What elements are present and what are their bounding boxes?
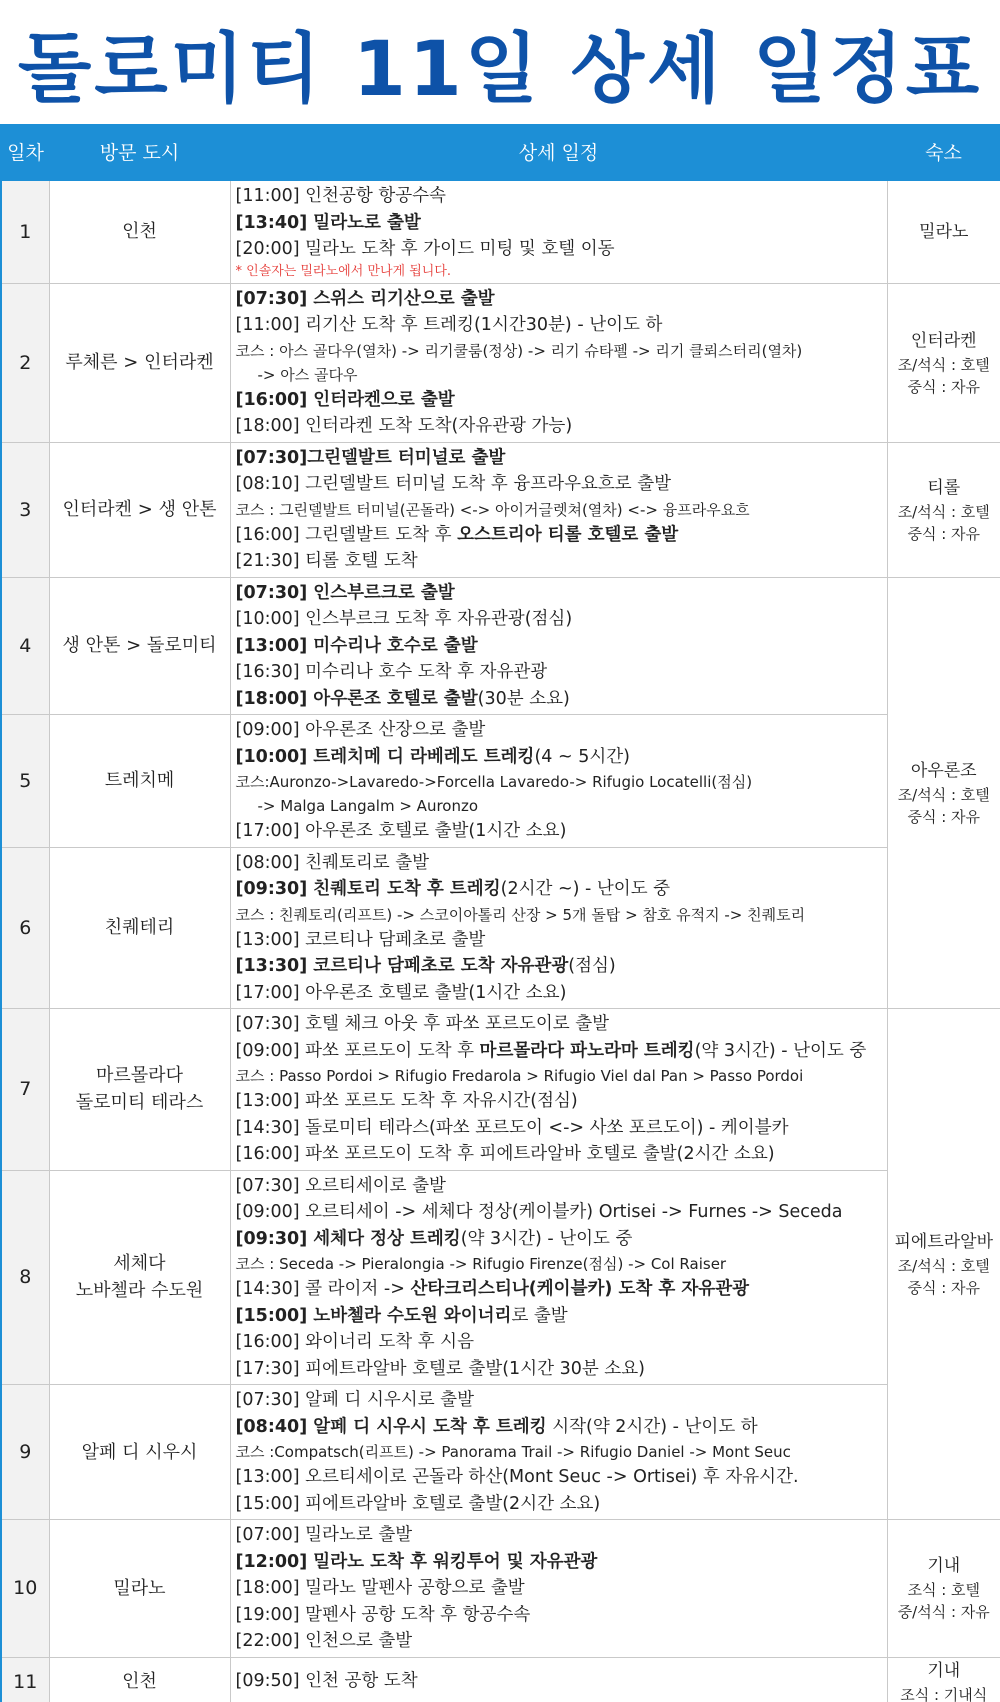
city-name: 인천 xyxy=(122,1671,157,1692)
table-row xyxy=(1,180,1000,283)
schedule-line xyxy=(236,1199,881,1226)
schedule-text: [13:00] 코르티나 담페초로 출발 xyxy=(235,929,486,950)
schedule-line xyxy=(236,818,881,845)
header-detail: 상세 일정 xyxy=(230,124,887,180)
schedule-line xyxy=(236,1303,881,1330)
accommodation-name: 인터라켄 xyxy=(910,330,977,351)
accommodation-name: 티롤 xyxy=(927,477,961,498)
table-header xyxy=(1,124,1000,180)
schedule-detail xyxy=(230,1657,887,1702)
schedule-text-bold: [10:00] 트레치메 디 라베레도 트레킹 xyxy=(235,746,535,767)
meal-info: 조식 : 호텔 xyxy=(907,1581,981,1600)
schedule-line xyxy=(236,1276,881,1303)
accommodation-name: 기내 xyxy=(927,1660,961,1681)
schedule-text-bold: [16:00] 인터라켄으로 출발 xyxy=(235,389,455,410)
schedule-text: [09:00] 아우론조 산장으로 출발 xyxy=(235,720,486,740)
city-name: 인터라켄 > 생 안톤 xyxy=(62,499,217,520)
schedule-text: [14:30] 돌로미티 테라스(파쏘 포르도이 <-> 사쏘 포르도이) - 케이블카 xyxy=(235,1117,789,1138)
day-number: 1 xyxy=(1,180,49,283)
table-row xyxy=(1,1520,1000,1658)
visit-city xyxy=(49,847,230,1009)
schedule-line xyxy=(236,580,881,607)
meal-info: 중식 : 자유 xyxy=(907,1279,981,1297)
schedule-line xyxy=(236,183,881,210)
day-number: 2 xyxy=(1,283,49,442)
schedule-line xyxy=(236,522,881,549)
schedule-line xyxy=(236,1115,881,1142)
schedule-text: [08:10] 그린델발트 터미널 도착 후 융프라우요흐로 출발 xyxy=(235,474,672,494)
visit-city xyxy=(49,1385,230,1520)
schedule-detail xyxy=(230,577,887,715)
page-title: 돌로미티 11일 상세 일정표 xyxy=(17,23,983,113)
schedule-line xyxy=(236,1038,881,1065)
schedule-text: [08:00] 친퀘토리로 출발 xyxy=(235,852,430,873)
visit-city xyxy=(49,1657,230,1702)
schedule-text-bold: [13:30] 코르티나 담페초로 도착 자유관광 xyxy=(235,956,569,976)
accommodation-name: 기내 xyxy=(927,1556,961,1577)
schedule-line xyxy=(236,1668,881,1695)
header-city: 방문 도시 xyxy=(49,124,230,180)
schedule-line xyxy=(236,1356,881,1383)
accommodation xyxy=(887,1657,1000,1702)
schedule-text-bold: [13:40] 밀라노로 출발 xyxy=(235,212,421,233)
table-row xyxy=(1,1657,1000,1702)
visit-city xyxy=(49,283,230,442)
meal-info: 조/석식 : 호텔 xyxy=(897,355,990,374)
schedule-line xyxy=(236,1141,881,1168)
schedule-text-bold: [18:00] 아우론조 호텔로 출발 xyxy=(235,688,478,709)
schedule-text: [16:00] 그린델발트 도착 후 xyxy=(235,524,458,545)
schedule-line xyxy=(236,1575,881,1602)
table-row xyxy=(1,1170,1000,1385)
schedule-detail xyxy=(230,1520,887,1658)
schedule-text-bold: [07:30] 스위스 리기산으로 출발 xyxy=(235,288,495,309)
course-route: 코스 : Passo Pordoi > Rifugio Fredarola > Rifugio Viel dal Pan > Passo Pordoi xyxy=(235,1067,804,1085)
schedule-text: [14:30] 콜 라이저 -> xyxy=(235,1279,411,1299)
schedule-text-bold: 마르몰라다 파노라마 트레킹 xyxy=(479,1040,695,1061)
city-name: 생 안톤 > 돌로미티 xyxy=(62,635,217,657)
schedule-text: [17:00] 아우론조 호텔로 출발(1시간 소요) xyxy=(235,982,567,1003)
schedule-detail xyxy=(230,442,887,577)
schedule-text-bold: [09:30] 세체다 정상 트레킹 xyxy=(235,1228,461,1249)
schedule-text: [20:00] 밀라노 도착 후 가이드 미팅 및 호텔 이동 xyxy=(235,239,615,259)
schedule-text-bold: [07:30]그린델발트 터미널로 출발 xyxy=(235,447,506,468)
schedule-text: (2시간 ~) - 난이도 중 xyxy=(500,879,671,899)
schedule-text: [16:00] 와이너리 도착 후 시음 xyxy=(235,1332,474,1352)
visit-city xyxy=(49,715,230,848)
schedule-text: [16:30] 미수리나 호수 도착 후 자유관광 xyxy=(235,662,548,682)
header-stay: 숙소 xyxy=(887,124,1000,180)
table-row xyxy=(1,283,1000,442)
schedule-text-bold: [07:30] 인스부르크로 출발 xyxy=(235,582,455,603)
schedule-line xyxy=(236,210,881,237)
schedule-line xyxy=(236,980,881,1007)
schedule-line xyxy=(236,876,881,903)
header-day: 일차 xyxy=(1,124,49,180)
city-name: 친퀘테리 xyxy=(104,917,175,939)
schedule-text: [07:30] 오르티세이로 출발 xyxy=(235,1175,446,1196)
schedule-line xyxy=(236,312,881,339)
schedule-line xyxy=(236,1226,881,1253)
day-number: 10 xyxy=(1,1520,49,1658)
meal-info: 중/석식 : 자유 xyxy=(897,1603,990,1622)
visit-city xyxy=(49,180,230,283)
day-number: 11 xyxy=(1,1657,49,1702)
schedule-line xyxy=(236,744,881,771)
meal-info: 중식 : 자유 xyxy=(907,377,981,396)
schedule-text: [18:00] 인터라켄 도착 도착(자유관광 가능) xyxy=(235,416,573,436)
guide-note: * 인솔자는 밀라노에서 만나게 됩니다. xyxy=(235,263,452,279)
visit-city xyxy=(49,1170,230,1385)
day-number: 6 xyxy=(1,847,49,1009)
table-row xyxy=(1,1009,1000,1171)
schedule-line xyxy=(236,717,881,744)
schedule-text: [11:00] 인천공항 항공수속 xyxy=(235,186,446,206)
schedule-line xyxy=(236,387,881,414)
schedule-line xyxy=(236,1628,881,1655)
city-name: 루체른 > 인터라켄 xyxy=(65,352,214,373)
schedule-line xyxy=(236,1414,881,1441)
schedule-line xyxy=(236,1491,881,1518)
schedule-line xyxy=(236,686,881,713)
day-number: 8 xyxy=(1,1170,49,1385)
visit-city xyxy=(49,1520,230,1658)
schedule-line xyxy=(236,927,881,954)
day-number: 9 xyxy=(1,1385,49,1520)
visit-city xyxy=(49,577,230,715)
table-row xyxy=(1,715,1000,848)
schedule-detail xyxy=(230,1170,887,1385)
meal-info: 조/석식 : 호텔 xyxy=(897,1257,990,1275)
schedule-line xyxy=(236,633,881,660)
course-route: 코스 :Compatsch(리프트) -> Panorama Trail -> Rifugio Daniel -> Mont Seuc xyxy=(235,1443,791,1461)
city-name: 밀라노 xyxy=(113,1577,166,1599)
city-name: 세체다 xyxy=(113,1253,166,1275)
course-route: 코스 : 아스 골다우(열차) -> 리기쿨룸(정상) -> 리기 슈타펠 -> 리기 클뢰스터리(열차) xyxy=(235,341,803,360)
city-name: 트레치메 xyxy=(104,770,175,792)
city-name: 노바첼라 수도원 xyxy=(75,1280,204,1302)
schedule-line xyxy=(236,1329,881,1356)
schedule-line xyxy=(236,236,881,263)
schedule-text: [13:00] 오르티세이로 곤돌라 하산(Mont Seuc -> Ortisei) 후 자유시간. xyxy=(235,1467,799,1487)
schedule-text: [09:00] 오르티세이 -> 세체다 정상(케이블카) Ortisei -> Furnes -> Seceda xyxy=(235,1202,843,1222)
day-number: 4 xyxy=(1,577,49,715)
schedule-text: (30분 소요) xyxy=(477,688,570,709)
schedule-line xyxy=(236,413,881,440)
schedule-text-bold: [09:30] 친퀘토리 도착 후 트레킹 xyxy=(235,879,501,899)
course-route: 코스 : 그린델발트 터미널(곤돌라) <-> 아이거글렛쳐(열차) <-> 융프라우요흐 xyxy=(235,500,750,519)
accommodation xyxy=(887,1009,1000,1520)
schedule-line xyxy=(236,606,881,633)
schedule-text-bold: [08:40] 알페 디 시우시 도착 후 트레킹 xyxy=(235,1416,547,1437)
schedule-detail xyxy=(230,1009,887,1171)
schedule-table xyxy=(0,124,1000,1702)
schedule-text: [17:30] 피에트라알바 호텔로 출발(1시간 30분 소요) xyxy=(235,1358,645,1379)
schedule-line xyxy=(236,1522,881,1549)
schedule-text: 시작(약 2시간) - 난이도 하 xyxy=(546,1416,758,1437)
schedule-text: [10:00] 인스부르크 도착 후 자유관광(점심) xyxy=(235,609,573,629)
schedule-line xyxy=(236,659,881,686)
table-body xyxy=(1,180,1000,1702)
accommodation xyxy=(887,577,1000,1009)
day-number: 7 xyxy=(1,1009,49,1171)
city-name: 돌로미티 테라스 xyxy=(75,1092,204,1114)
schedule-text-bold: [15:00] 노바첼라 수도원 와이너리 xyxy=(235,1305,512,1326)
schedule-text: [15:00] 피에트라알바 호텔로 출발(2시간 소요) xyxy=(235,1493,601,1514)
schedule-line xyxy=(236,850,881,877)
schedule-line xyxy=(236,1173,881,1200)
schedule-text: [13:00] 파쏘 포르도 도착 후 자유시간(점심) xyxy=(235,1091,578,1111)
schedule-line xyxy=(236,953,881,980)
schedule-line xyxy=(236,286,881,313)
city-name: 마르몰라다 xyxy=(96,1065,183,1087)
schedule-text: [18:00] 밀라노 말펜사 공항으로 출발 xyxy=(235,1578,525,1598)
schedule-text: [07:30] 호텔 체크 아웃 후 파쏘 포르도이로 출발 xyxy=(235,1014,610,1034)
schedule-line xyxy=(236,1387,881,1414)
schedule-text-bold: [13:00] 미수리나 호수로 출발 xyxy=(235,635,478,656)
schedule-text: (약 3시간) - 난이도 중 xyxy=(460,1228,633,1249)
schedule-line xyxy=(236,1464,881,1491)
schedule-text: [22:00] 인천으로 출발 xyxy=(235,1631,413,1651)
meal-info: 조/석식 : 호텔 xyxy=(897,502,990,521)
course-route-continued: -> Malga Langalm > Auronzo xyxy=(257,797,479,815)
accommodation-name: 아우론조 xyxy=(910,760,977,781)
course-route: 코스:Auronzo->Lavaredo->Forcella Lavaredo-> Rifugio Locatelli(점심) xyxy=(235,773,753,791)
schedule-text: (점심) xyxy=(568,956,616,976)
table-row xyxy=(1,442,1000,577)
schedule-text: (약 3시간) - 난이도 중 xyxy=(694,1040,867,1061)
city-name: 알페 디 시우시 xyxy=(81,1441,198,1463)
meal-info: 중식 : 자유 xyxy=(907,524,981,543)
accommodation-name: 밀라노 xyxy=(919,221,969,242)
schedule-detail xyxy=(230,715,887,848)
course-route: 코스 : Seceda -> Pieralongia -> Rifugio Firenze(점심) -> Col Raiser xyxy=(235,1255,727,1273)
schedule-text: [07:30] 알페 디 시우시로 출발 xyxy=(235,1390,474,1410)
schedule-line xyxy=(236,1011,881,1038)
schedule-line xyxy=(236,1602,881,1629)
accommodation xyxy=(887,180,1000,283)
schedule-text: [07:00] 밀라노로 출발 xyxy=(235,1525,413,1545)
schedule-text: 로 출발 xyxy=(511,1305,568,1326)
schedule-detail xyxy=(230,1385,887,1520)
accommodation xyxy=(887,1520,1000,1658)
day-number: 5 xyxy=(1,715,49,848)
meal-info: 조식 : 기내식 xyxy=(900,1685,988,1702)
schedule-text: (4 ~ 5시간) xyxy=(534,746,630,767)
meal-info: 중식 : 자유 xyxy=(907,807,981,826)
meal-info: 조/석식 : 호텔 xyxy=(897,785,990,804)
course-route-continued: -> 아스 골다우 xyxy=(257,365,358,384)
schedule-line xyxy=(236,445,881,472)
schedule-line xyxy=(236,548,881,575)
visit-city xyxy=(49,1009,230,1171)
schedule-line xyxy=(236,1549,881,1576)
schedule-line xyxy=(236,1088,881,1115)
schedule-text: [21:30] 티롤 호텔 도착 xyxy=(235,551,418,571)
schedule-text: [11:00] 리기산 도착 후 트레킹(1시간30분) - 난이도 하 xyxy=(235,315,663,335)
schedule-text-bold: 산타크리스티나(케이블카) 도착 후 자유관광 xyxy=(410,1279,749,1299)
table-row xyxy=(1,847,1000,1009)
schedule-text-bold: [12:00] 밀라노 도착 후 워킹투어 및 자유관광 xyxy=(235,1551,598,1572)
schedule-detail xyxy=(230,180,887,283)
schedule-line xyxy=(236,471,881,498)
visit-city xyxy=(49,442,230,577)
day-number: 3 xyxy=(1,442,49,577)
schedule-text: [17:00] 아우론조 호텔로 출발(1시간 소요) xyxy=(235,821,567,841)
schedule-text-bold: 오스트리아 티롤 호텔로 출발 xyxy=(457,524,679,545)
schedule-detail xyxy=(230,283,887,442)
table-row xyxy=(1,577,1000,715)
schedule-detail xyxy=(230,847,887,1009)
accommodation xyxy=(887,442,1000,577)
table-row xyxy=(1,1385,1000,1520)
schedule-text: [09:00] 파쏘 포르도이 도착 후 xyxy=(235,1040,480,1061)
schedule-text: [16:00] 파쏘 포르도이 도착 후 피에트라알바 호텔로 출발(2시간 소요) xyxy=(235,1144,775,1164)
schedule-text: [19:00] 말펜사 공항 도착 후 항공수속 xyxy=(235,1604,531,1625)
city-name: 인천 xyxy=(122,221,157,243)
accommodation-name: 피에트라알바 xyxy=(894,1232,994,1252)
accommodation xyxy=(887,283,1000,442)
course-route: 코스 : 친퀘토리(리프트) -> 스코이아톨리 산장 > 5개 돌탑 > 참호 유적지 -> 친퀘토리 xyxy=(235,905,806,924)
schedule-text: [09:50] 인천 공항 도착 xyxy=(235,1671,418,1692)
